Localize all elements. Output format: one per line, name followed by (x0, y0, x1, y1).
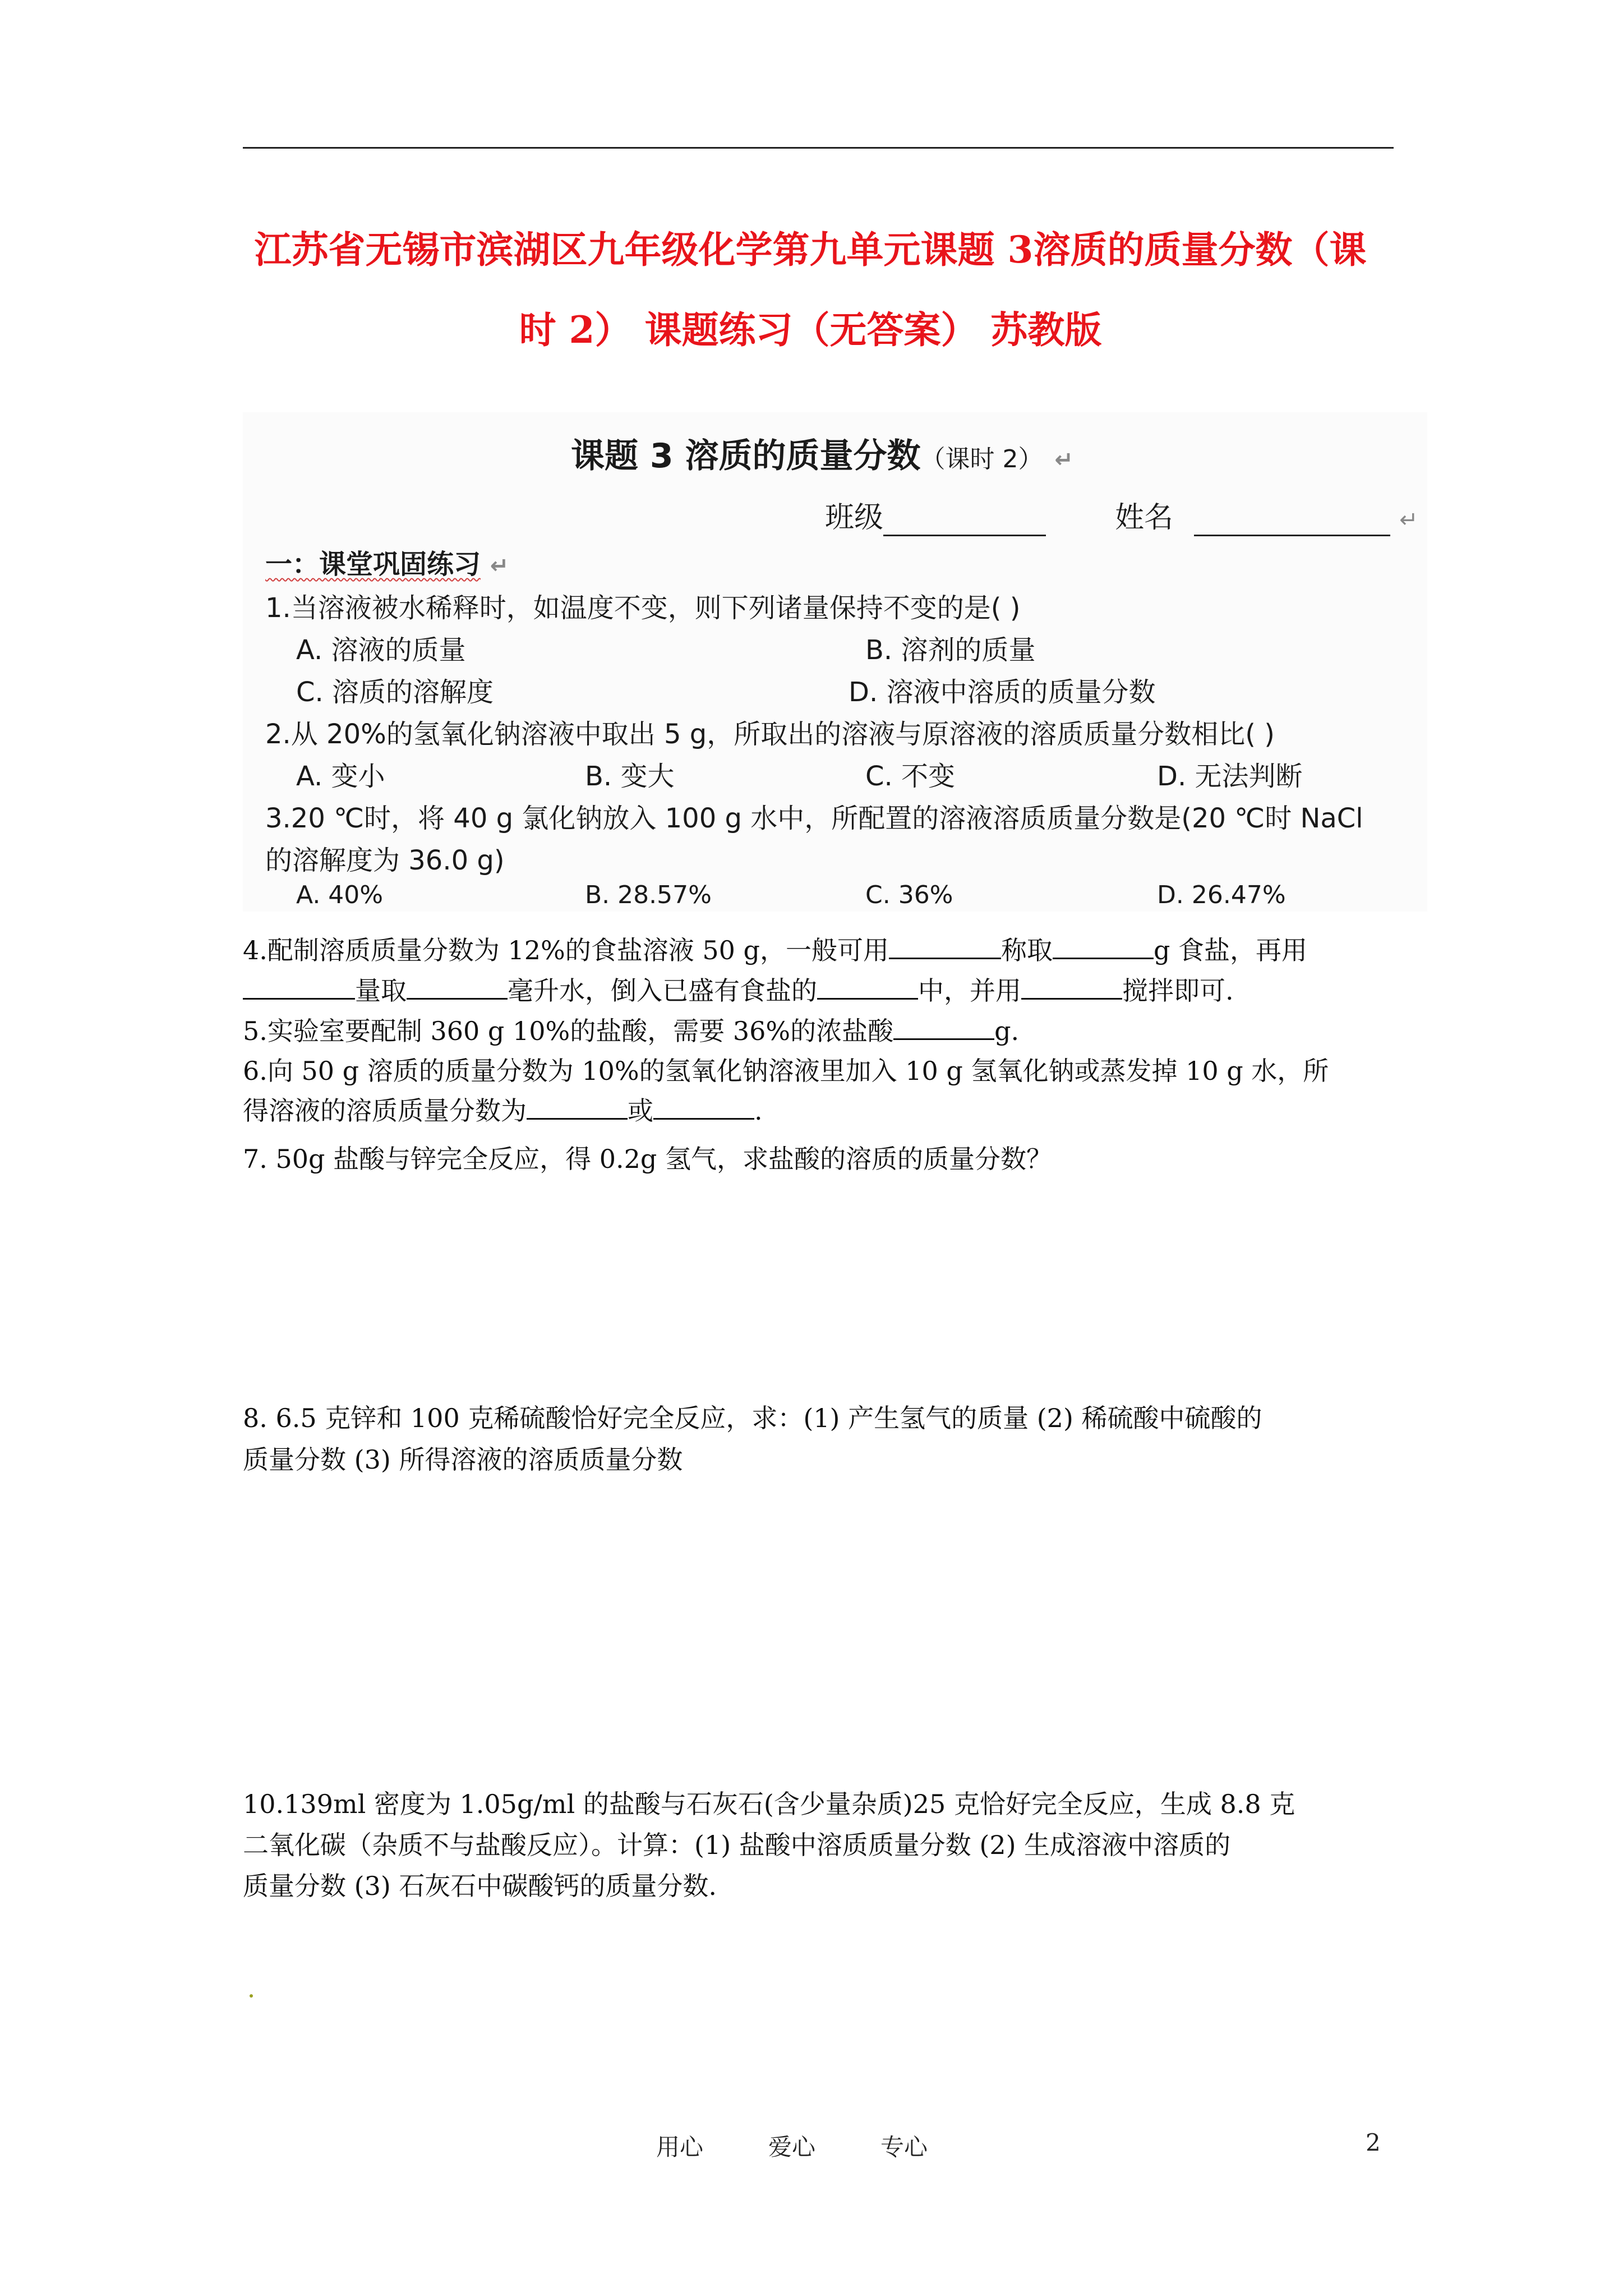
name-blank (1194, 501, 1390, 536)
answer-blank[interactable] (407, 976, 508, 1000)
worksheet-heading-text: 课题 3 溶质的质量分数 (571, 436, 921, 476)
q3-option-c: C. 36% (865, 881, 953, 909)
q4-line-1 (243, 930, 1307, 967)
answer-blank[interactable] (893, 1016, 994, 1040)
page-number: 2 (1366, 2129, 1381, 2156)
q2-option-b: B. 变大 (585, 761, 675, 792)
q3-stem-line-1: 3.20 ℃时，将 40 g 氯化钠放入 100 g 水中，所配置的溶液溶质质量分数是(20 ℃时 NaCl (265, 803, 1363, 834)
q2-option-c: C. 不变 (865, 761, 956, 792)
q6-text-2: 或 (628, 1096, 653, 1126)
q4-text-4: 量取 (355, 976, 407, 1006)
q5-text-1: 5.实验室要配制 360 g 10%的盐酸，需要 36%的浓盐酸 (243, 1016, 894, 1046)
answer-blank[interactable] (243, 976, 355, 1000)
name-label: 姓名 (1115, 501, 1174, 535)
class-label: 班级 (825, 501, 884, 535)
q7-line: 7. 50g 盐酸与锌完全反应，得 0.2g 氢气，求盐酸的溶质的质量分数？ (243, 1144, 1052, 1174)
q6-line-2 (243, 1091, 763, 1128)
q4-text-5: 毫升水，倒入已盛有食盐的 (508, 976, 817, 1006)
q1-option-d: D. 溶液中溶质的质量分数 (849, 677, 1156, 708)
q1-option-b: B. 溶剂的质量 (865, 634, 1036, 666)
worksheet-heading-small: （课时 2） (920, 445, 1043, 473)
answer-blank[interactable] (817, 976, 918, 1000)
worksheet-heading (571, 429, 1073, 477)
q3-option-a: A. 40% (296, 881, 384, 909)
class-blank (883, 501, 1046, 536)
q4-text-2: 称取 (1000, 935, 1053, 965)
q2-option-d: D. 无法判断 (1157, 761, 1303, 792)
document-title-line-2: 时 2） 课题练习（无答案） 苏教版 (519, 308, 1102, 352)
q5-line (243, 1011, 1019, 1048)
document-title-line-1: 江苏省无锡市滨湖区九年级化学第九单元课题 3溶质的质量分数（课 (254, 228, 1367, 272)
q3-option-b: B. 28.57% (585, 881, 712, 909)
q10-line-1: 10.139ml 密度为 1.05g/ml 的盐酸与石灰石(含少量杂质)25 克恰好完全反应，生成 8.8 克 (243, 1789, 1295, 1819)
q2-stem: 2.从 20%的氢氧化钠溶液中取出 5 g，所取出的溶液与原溶液的溶质质量分数相比( ) (265, 719, 1275, 750)
q2-option-a: A. 变小 (296, 761, 385, 792)
q10-line-3: 质量分数 (3) 石灰石中碳酸钙的质量分数. (243, 1871, 717, 1901)
answer-blank[interactable] (889, 935, 1001, 959)
q3-option-d: D. 26.47% (1157, 881, 1286, 909)
section-heading-text: 一：课堂巩固练习 (265, 549, 481, 580)
q8-line-1: 8. 6.5 克锌和 100 克稀硫酸恰好完全反应，求：(1) 产生氢气的质量 (2) 稀硫酸中硫酸的 (243, 1403, 1262, 1433)
answer-blank[interactable] (527, 1096, 628, 1120)
q3-stem-line-2: 的溶解度为 36.0 g) (265, 845, 505, 876)
q1-option-a: A. 溶液的质量 (296, 634, 466, 666)
answer-blank[interactable] (1021, 976, 1122, 1000)
q8-line-2: 质量分数 (3) 所得溶液的溶质质量分数 (243, 1444, 683, 1475)
q10-line-2: 二氧化碳（杂质不与盐酸反应）。计算：(1) 盐酸中溶质质量分数 (2) 生成溶液中溶质的 (243, 1830, 1231, 1860)
answer-blank[interactable] (1053, 935, 1154, 959)
q1-option-c: C. 溶质的溶解度 (296, 677, 494, 708)
footer-motto-1: 用心 (656, 2133, 704, 2161)
q4-text-3: g 食盐，再用 (1153, 935, 1308, 965)
header-rule (243, 147, 1394, 149)
worksheet-image (243, 412, 1427, 912)
q6-line-1: 6.向 50 g 溶质的质量分数为 10%的氢氧化钠溶液里加入 10 g 氢氧化钠或蒸发掉 10 g 水，所 (243, 1056, 1329, 1086)
answer-blank[interactable] (653, 1096, 754, 1120)
return-mark: ↵ (1054, 447, 1073, 473)
section-heading: 一：课堂巩固练习 ↵ (265, 549, 509, 580)
q4-text-7: 搅拌即可. (1122, 976, 1234, 1006)
q6-text-3: . (754, 1096, 763, 1126)
q4-text-6: 中，并用 (918, 976, 1021, 1006)
q1-stem: 1.当溶液被水稀释时，如温度不变，则下列诸量保持不变的是( ) (265, 592, 1021, 624)
q4-text-1: 4.配制溶质质量分数为 12%的食盐溶液 50 g，一般可用 (243, 935, 889, 965)
q5-text-2: g. (994, 1016, 1020, 1046)
footer-motto-2: 爱心 (768, 2133, 816, 2161)
q6-text-1: 得溶液的溶质质量分数为 (243, 1096, 527, 1126)
footer-motto-3: 专心 (880, 2133, 928, 2161)
q4-line-2 (243, 970, 1234, 1007)
stray-dot (250, 1994, 253, 1998)
return-mark: ↵ (1399, 507, 1418, 533)
class-name-line (825, 494, 1418, 536)
